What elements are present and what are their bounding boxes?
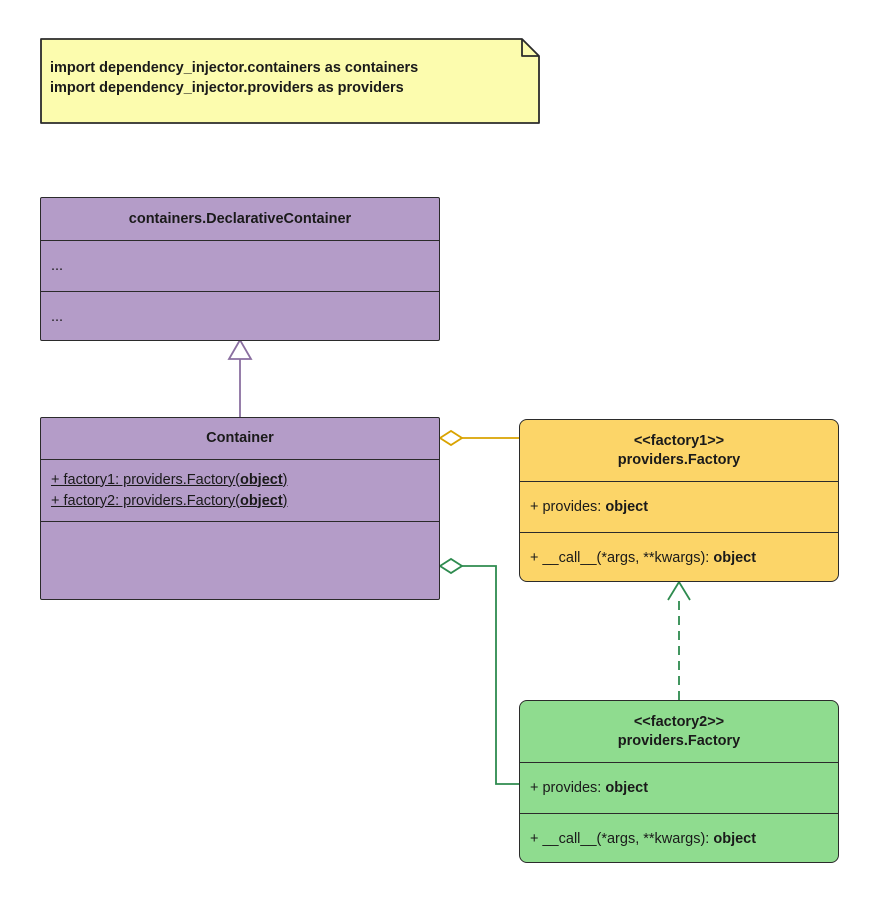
dependency-edge xyxy=(668,582,690,700)
method-row: ... xyxy=(51,309,64,325)
note-line-2: import dependency_injector.providers as providers xyxy=(50,80,404,96)
class-attributes xyxy=(520,762,838,813)
class-methods xyxy=(520,813,838,863)
aggregation-edge-factory1 xyxy=(440,431,519,445)
class-title: providers.Factory xyxy=(617,451,741,468)
attribute-row: + factory2: providers.Factory(object) xyxy=(51,492,288,509)
import-note xyxy=(40,38,540,124)
class-factory2[interactable] xyxy=(519,700,839,863)
attribute-row: + provides: object xyxy=(530,779,649,796)
aggregation-edge-factory2 xyxy=(440,559,519,784)
note-line-1: import dependency_injector.containers as containers xyxy=(50,60,419,76)
class-attributes xyxy=(41,240,439,291)
class-attributes xyxy=(520,481,838,532)
class-stereotype: <<factory1>> xyxy=(633,432,725,449)
attribute-row: + factory1: providers.Factory(object) xyxy=(51,471,288,488)
class-methods xyxy=(41,521,439,600)
method-row: + __call__(*args, **kwargs): object xyxy=(530,830,757,847)
class-attributes xyxy=(41,459,439,521)
generalization-edge xyxy=(229,340,251,417)
class-factory1[interactable] xyxy=(519,419,839,582)
class-header xyxy=(41,418,439,459)
method-row: + __call__(*args, **kwargs): object xyxy=(530,549,757,566)
class-header xyxy=(520,701,838,762)
class-methods xyxy=(520,532,838,582)
class-methods xyxy=(41,291,439,341)
class-title: Container xyxy=(206,430,274,446)
class-title: containers.DeclarativeContainer xyxy=(128,210,352,227)
class-title: providers.Factory xyxy=(617,732,741,749)
class-container[interactable] xyxy=(40,417,440,600)
class-stereotype: <<factory2>> xyxy=(633,713,725,730)
attribute-row: ... xyxy=(51,258,64,274)
class-declarative-container[interactable] xyxy=(40,197,440,341)
class-header xyxy=(41,198,439,240)
class-header xyxy=(520,420,838,481)
attribute-row: + provides: object xyxy=(530,498,649,515)
